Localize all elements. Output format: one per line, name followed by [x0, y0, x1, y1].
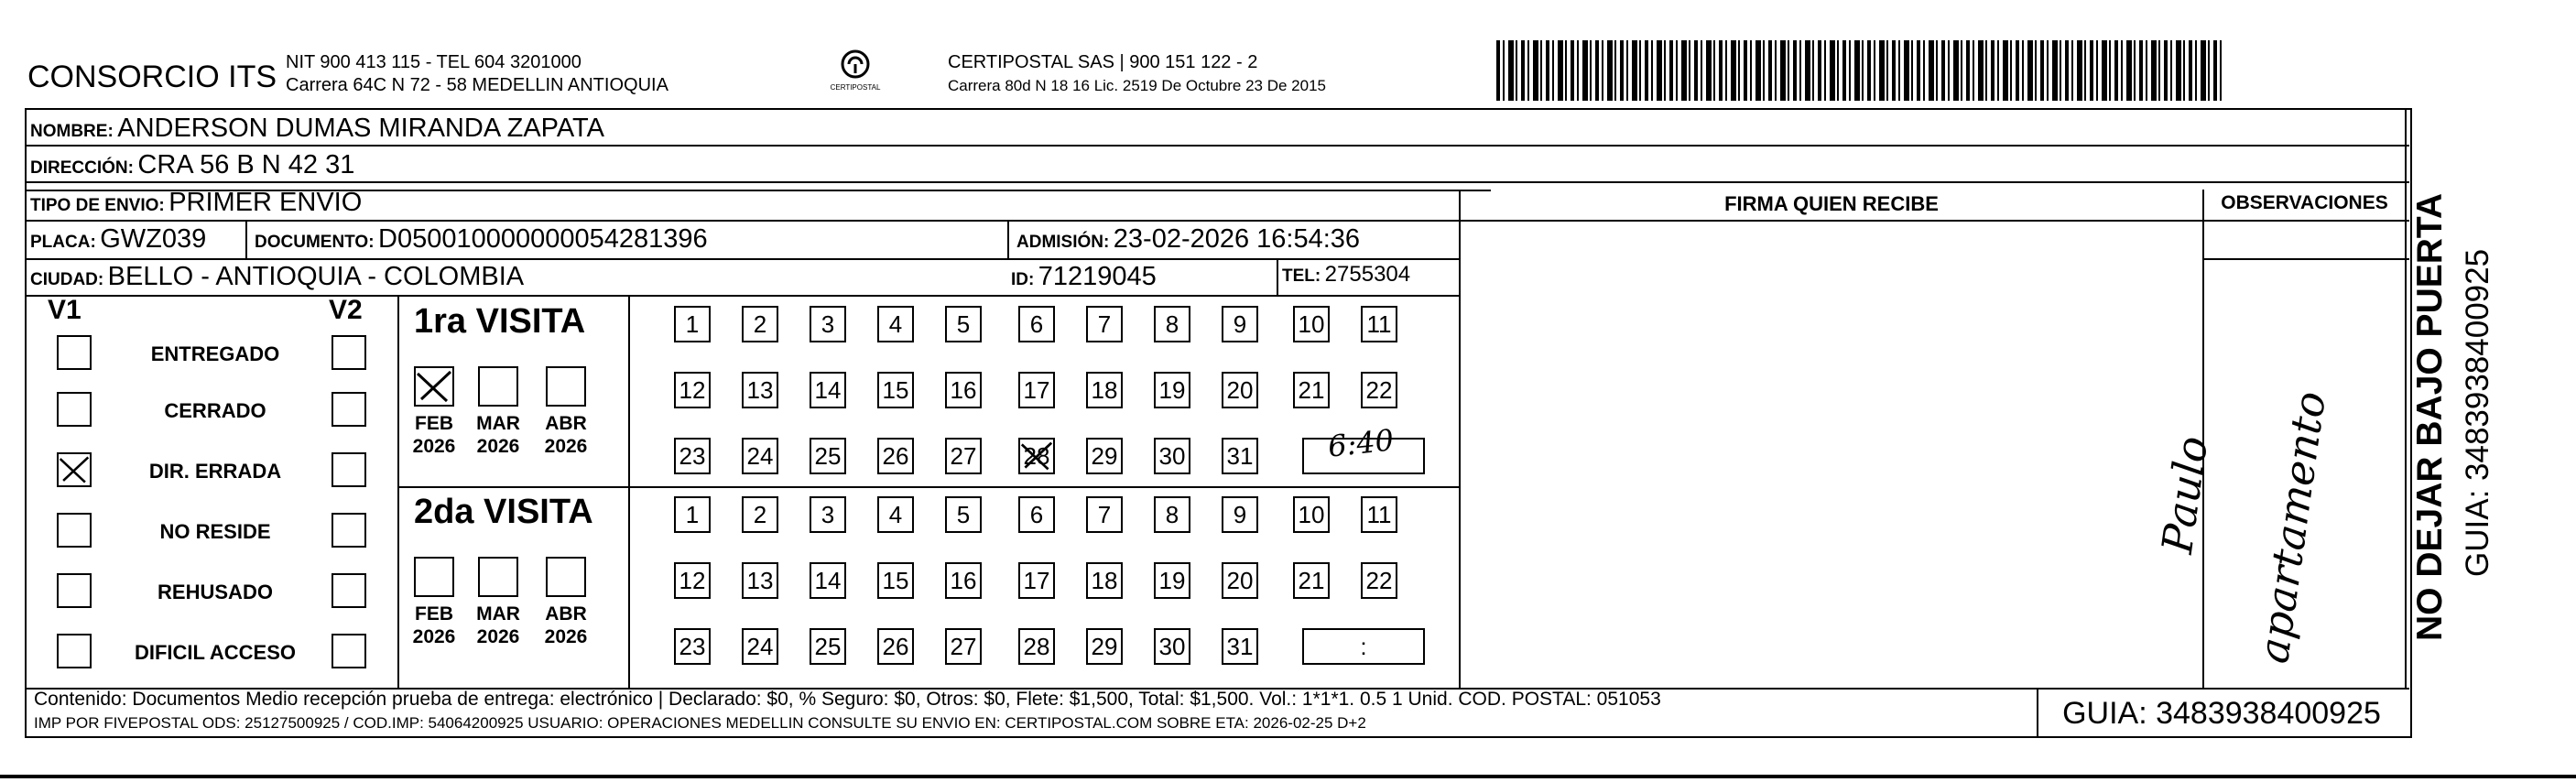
day-box[interactable]: 10: [1293, 306, 1330, 342]
logo-text: CERTIPOSTAL: [830, 83, 881, 92]
day-box[interactable]: 2: [742, 306, 778, 342]
v2-checkbox[interactable]: [332, 573, 366, 608]
direccion-value: CRA 56 B N 42 31: [137, 150, 355, 179]
v2-header: V2: [329, 295, 363, 325]
direccion-row: [30, 150, 354, 180]
month-label: [407, 603, 462, 648]
placa-value: GWZ039: [100, 224, 207, 254]
day-box[interactable]: 27: [945, 628, 982, 665]
status-label: DIR. ERRADA: [148, 460, 282, 483]
day-box[interactable]: 19: [1154, 372, 1190, 408]
documento-row: [255, 224, 708, 255]
day-box[interactable]: 6: [1018, 306, 1055, 342]
v2-checkbox[interactable]: [332, 392, 366, 427]
month-checkbox[interactable]: [478, 557, 518, 597]
nombre-label: NOMBRE:: [30, 122, 114, 141]
day-box[interactable]: 7: [1086, 306, 1123, 342]
check-mark-icon: [416, 368, 452, 405]
placa-label: PLACA:: [30, 233, 96, 252]
tel-row: [1282, 262, 1410, 288]
day-box[interactable]: 13: [742, 562, 778, 599]
id-label: ID:: [1011, 270, 1035, 289]
day-box[interactable]: 28: [1018, 628, 1055, 665]
company-nit: NIT 900 413 115 - TEL 604 3201000: [286, 52, 582, 72]
month-label: [407, 412, 462, 458]
day-box[interactable]: 7: [1086, 496, 1123, 533]
day-box[interactable]: 20: [1222, 372, 1258, 408]
admision-value: 23-02-2026 16:54:36: [1113, 224, 1361, 254]
nombre-row: [30, 114, 604, 144]
month-name: MAR: [476, 413, 520, 434]
day-box[interactable]: 17: [1018, 372, 1055, 408]
status-label: DIFICIL ACCESO: [134, 641, 296, 664]
v2-checkbox[interactable]: [332, 513, 366, 548]
certipostal-logo: [828, 46, 883, 99]
status-label: ENTREGADO: [150, 342, 280, 365]
day-box[interactable]: 24: [742, 628, 778, 665]
day-box[interactable]: 30: [1154, 628, 1190, 665]
day-box[interactable]: 16: [945, 372, 982, 408]
month-year: 2026: [544, 626, 588, 647]
id-value: 71219045: [1038, 262, 1157, 291]
v1-checkbox[interactable]: [57, 634, 92, 668]
observation-handwriting: [2152, 275, 2390, 678]
day-box[interactable]: 22: [1361, 562, 1397, 599]
tipo-row: [30, 188, 362, 218]
day-box[interactable]: 12: [674, 562, 711, 599]
month-checkbox[interactable]: [478, 366, 518, 407]
day-box[interactable]: 4: [877, 496, 914, 533]
v1-checkbox[interactable]: [57, 513, 92, 548]
day-box[interactable]: 21: [1293, 372, 1330, 408]
tipo-value: PRIMER ENVIO: [168, 188, 363, 217]
month-checkbox[interactable]: [546, 366, 586, 407]
month-name: ABR: [545, 413, 587, 434]
month-label: [538, 603, 593, 648]
handwriting-line-2: apartamento: [2248, 388, 2336, 667]
ciudad-label: CIUDAD:: [30, 270, 104, 289]
v1-header: V1: [48, 295, 82, 325]
day-box[interactable]: 31: [1222, 438, 1258, 474]
day-box[interactable]: 5: [945, 496, 982, 533]
day-box[interactable]: 10: [1293, 496, 1330, 533]
day-box[interactable]: 23: [674, 438, 711, 474]
day-box[interactable]: 9: [1222, 496, 1258, 533]
id-row: [1011, 262, 1157, 292]
carrier-address: Carrera 80d N 18 16 Lic. 2519 De Octubre 23 De 2015: [948, 77, 1326, 94]
day-box[interactable]: 14: [810, 562, 846, 599]
day-box[interactable]: 8: [1154, 496, 1190, 533]
day-box[interactable]: 3: [810, 306, 846, 342]
day-box[interactable]: 30: [1154, 438, 1190, 474]
day-box[interactable]: 12: [674, 372, 711, 408]
status-label: REHUSADO: [158, 581, 273, 603]
month-name: MAR: [476, 603, 520, 625]
check-mark-icon: [59, 454, 90, 485]
footer-guia: GUIA: 3483938400925: [2062, 696, 2381, 731]
day-box[interactable]: 13: [742, 372, 778, 408]
month-year: 2026: [544, 436, 588, 457]
second-visit-title: 2da VISITA: [414, 493, 593, 531]
company-name: CONSORCIO ITS: [27, 60, 277, 94]
status-label: NO RESIDE: [159, 520, 271, 543]
day-box[interactable]: 22: [1361, 372, 1397, 408]
handwriting-line-1: Paulo: [2152, 432, 2218, 557]
barcode: [1496, 40, 2225, 101]
v1-checkbox[interactable]: [57, 392, 92, 427]
time-box[interactable]: :: [1302, 628, 1425, 665]
logo-icon: [828, 46, 883, 82]
day-box[interactable]: 20: [1222, 562, 1258, 599]
day-box[interactable]: 25: [810, 438, 846, 474]
day-box[interactable]: 24: [742, 438, 778, 474]
no-dejar-bajo-puerta: NO DEJAR BAJO PUERTA: [2410, 192, 2450, 641]
month-year: 2026: [412, 626, 456, 647]
tel-label: TEL:: [1282, 266, 1321, 286]
day-box[interactable]: 18: [1086, 372, 1123, 408]
admision-row: [1016, 224, 1360, 255]
day-box[interactable]: 15: [877, 372, 914, 408]
day-box[interactable]: 6: [1018, 496, 1055, 533]
month-name: ABR: [545, 603, 587, 625]
day-box[interactable]: 5: [945, 306, 982, 342]
day-box[interactable]: 17: [1018, 562, 1055, 599]
day-box[interactable]: 25: [810, 628, 846, 665]
v2-checkbox[interactable]: [332, 335, 366, 370]
v1-checkbox[interactable]: [57, 452, 92, 487]
day-box[interactable]: 27: [945, 438, 982, 474]
documento-label: DOCUMENTO:: [255, 233, 375, 252]
v2-checkbox[interactable]: [332, 452, 366, 487]
day-box[interactable]: 31: [1222, 628, 1258, 665]
day-box[interactable]: 19: [1154, 562, 1190, 599]
ciudad-row: [30, 262, 524, 292]
day-box[interactable]: 26: [877, 438, 914, 474]
day-box[interactable]: 15: [877, 562, 914, 599]
month-checkbox[interactable]: [414, 557, 454, 597]
day-box[interactable]: 29: [1086, 628, 1123, 665]
ciudad-value: BELLO - ANTIOQUIA - COLOMBIA: [107, 262, 525, 291]
day-box[interactable]: 29: [1086, 438, 1123, 474]
placa-row: [30, 224, 206, 255]
day-box[interactable]: 9: [1222, 306, 1258, 342]
tel-value: 2755304: [1324, 262, 1411, 287]
day-box[interactable]: 23: [674, 628, 711, 665]
month-checkbox[interactable]: [414, 366, 454, 407]
check-mark-icon: [1020, 440, 1053, 472]
observaciones-header: OBSERVACIONES: [2221, 192, 2388, 213]
direccion-label: DIRECCIÓN:: [30, 158, 134, 178]
month-year: 2026: [476, 436, 520, 457]
carrier-name: CERTIPOSTAL SAS | 900 151 122 - 2: [948, 52, 1258, 72]
v1-checkbox[interactable]: [57, 573, 92, 608]
day-box[interactable]: 1: [674, 306, 711, 342]
day-box[interactable]: 21: [1293, 562, 1330, 599]
day-box[interactable]: 2: [742, 496, 778, 533]
day-box[interactable]: 26: [877, 628, 914, 665]
footer-content: Contenido: Documentos Medio recepción prueba de entrega: electrónico | Declarado: $0, % Seguro: $0, Otros: $0, Flete: $1,500, Total: $1,500. Vol.: 1*1*1. 0.5 1 Unid. COD. POSTAL: 051053: [34, 689, 1661, 710]
v1-checkbox[interactable]: [57, 335, 92, 370]
month-label: [538, 412, 593, 458]
firma-header: FIRMA QUIEN RECIBE: [1724, 192, 1939, 215]
day-box[interactable]: 3: [810, 496, 846, 533]
day-box[interactable]: 8: [1154, 306, 1190, 342]
admision-label: ADMISIÓN:: [1016, 233, 1110, 252]
documento-value: D050010000000054281396: [378, 224, 708, 254]
company-address: Carrera 64C N 72 - 58 MEDELLIN ANTIOQUIA: [286, 75, 668, 95]
day-box[interactable]: 16: [945, 562, 982, 599]
month-label: [471, 603, 526, 648]
month-year: 2026: [412, 436, 456, 457]
day-box[interactable]: 11: [1361, 496, 1397, 533]
nombre-value: ANDERSON DUMAS MIRANDA ZAPATA: [117, 114, 604, 143]
month-year: 2026: [476, 626, 520, 647]
month-checkbox[interactable]: [546, 557, 586, 597]
first-visit-title: 1ra VISITA: [414, 302, 586, 341]
day-box[interactable]: 28: [1018, 438, 1055, 474]
month-name: FEB: [415, 603, 453, 625]
day-box[interactable]: 1: [674, 496, 711, 533]
month-label: [471, 412, 526, 458]
status-label: CERRADO: [164, 399, 266, 422]
day-box[interactable]: 18: [1086, 562, 1123, 599]
vertical-guia: GUIA: 3483938400925: [2460, 248, 2495, 577]
footer-imp: IMP POR FIVEPOSTAL ODS: 25127500925 / COD.IMP: 54064200925 USUARIO: OPERACIONES MEDELLIN CONSULTE SU ENVIO EN: CERTIPOSTAL.COM SOBRE ETA: 2026-02-25 D+2: [34, 714, 1366, 732]
day-box[interactable]: 4: [877, 306, 914, 342]
day-box[interactable]: 14: [810, 372, 846, 408]
month-name: FEB: [415, 413, 453, 434]
day-box[interactable]: 11: [1361, 306, 1397, 342]
handwritten-time: 6:40: [1326, 422, 1396, 464]
v2-checkbox[interactable]: [332, 634, 366, 668]
tipo-label: TIPO DE ENVIO:: [30, 196, 165, 215]
